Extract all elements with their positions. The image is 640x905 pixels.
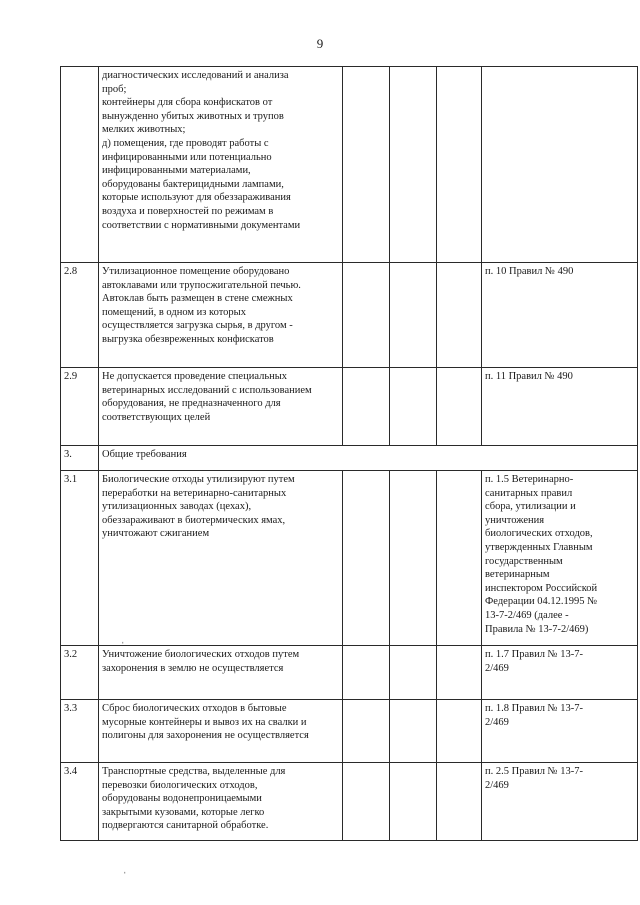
reference-cell: п. 1.8 Правил № 13-7- 2/469	[482, 700, 638, 763]
requirement-cell: Биологические отходы утилизируют путем переработки на ветеринарно-санитарных утилизационных заводах (цехах), обеззараживают в биотермических ямах, уничтожают сжиганием	[99, 471, 343, 646]
row-number: 3.2	[61, 646, 99, 700]
answer-cell-yes	[343, 763, 390, 841]
answer-cell-no	[390, 471, 437, 646]
row-number: 2.9	[61, 368, 99, 446]
reference-cell: п. 1.7 Правил № 13-7- 2/469	[482, 646, 638, 700]
answer-cell-na	[437, 67, 482, 263]
scan-mark: ˈ	[123, 870, 127, 882]
reference-cell: п. 2.5 Правил № 13-7- 2/469	[482, 763, 638, 841]
answer-cell-no	[390, 763, 437, 841]
answer-cell-yes	[343, 646, 390, 700]
answer-cell-yes	[343, 368, 390, 446]
reference-cell	[482, 67, 638, 263]
section-title: Общие требования	[99, 446, 638, 471]
answer-cell-yes	[343, 67, 390, 263]
answer-cell-yes	[343, 471, 390, 646]
row-number: 2.8	[61, 263, 99, 368]
checklist-table	[60, 66, 638, 841]
answer-cell-no	[390, 368, 437, 446]
answer-cell-na	[437, 763, 482, 841]
row-number: 3.4	[61, 763, 99, 841]
answer-cell-no	[390, 263, 437, 368]
answer-cell-yes	[343, 263, 390, 368]
table-row	[61, 471, 638, 646]
scan-mark: ˈ	[121, 640, 125, 652]
row-number	[61, 67, 99, 263]
answer-cell-na	[437, 263, 482, 368]
table-row	[61, 446, 638, 471]
requirement-cell: Уничтожение биологических отходов путем захоронения в землю не осуществляется	[99, 646, 343, 700]
answer-cell-na	[437, 368, 482, 446]
row-number: 3.	[61, 446, 99, 471]
requirement-cell: диагностических исследований и анализа проб; контейнеры для сбора конфискатов от вынужденно убитых животных и трупов мелких животных; д) помещения, где проводят работы с инфицированными или потенциально инфицированными материалами, оборудованы бактерицидными лампами, которые используют для обеззараживания воздуха и поверхностей по режимам в соответствии с нормативными документами	[99, 67, 343, 263]
requirement-cell: Утилизационное помещение оборудовано автоклавами или трупосжигательной печью. Автоклав быть размещен в стене смежных помещений, в одном из которых осуществляется загрузка сырья, в другом - выгрузка обезвреженных конфискатов	[99, 263, 343, 368]
requirement-cell: Сброс биологических отходов в бытовые мусорные контейнеры и вывоз их на свалки и полигоны для захоронения не осуществляется	[99, 700, 343, 763]
reference-cell: п. 1.5 Ветеринарно- санитарных правил сбора, утилизации и уничтожения биологических отходов, утвержденных Главным государственным ветеринарным инспектором Российской Федерации 04.12.1995 № 13-7-2/469 (далее - Правила № 13-7-2/469)	[482, 471, 638, 646]
table-row	[61, 368, 638, 446]
table-row	[61, 700, 638, 763]
page-number: 9	[316, 36, 324, 51]
answer-cell-no	[390, 646, 437, 700]
requirement-cell: Не допускается проведение специальных ветеринарных исследований с использованием оборудования, не предназначенного для соответствующих целей	[99, 368, 343, 446]
row-number: 3.3	[61, 700, 99, 763]
table-row	[61, 646, 638, 700]
requirement-cell: Транспортные средства, выделенные для перевозки биологических отходов, оборудованы водонепроницаемыми закрытыми кузовами, которые легко подвергаются санитарной обработке.	[99, 763, 343, 841]
answer-cell-no	[390, 700, 437, 763]
answer-cell-na	[437, 471, 482, 646]
row-number: 3.1	[61, 471, 99, 646]
answer-cell-na	[437, 646, 482, 700]
table-row	[61, 67, 638, 263]
table-row	[61, 763, 638, 841]
answer-cell-na	[437, 700, 482, 763]
table-row	[61, 263, 638, 368]
reference-cell: п. 10 Правил № 490	[482, 263, 638, 368]
answer-cell-no	[390, 67, 437, 263]
reference-cell: п. 11 Правил № 490	[482, 368, 638, 446]
answer-cell-yes	[343, 700, 390, 763]
